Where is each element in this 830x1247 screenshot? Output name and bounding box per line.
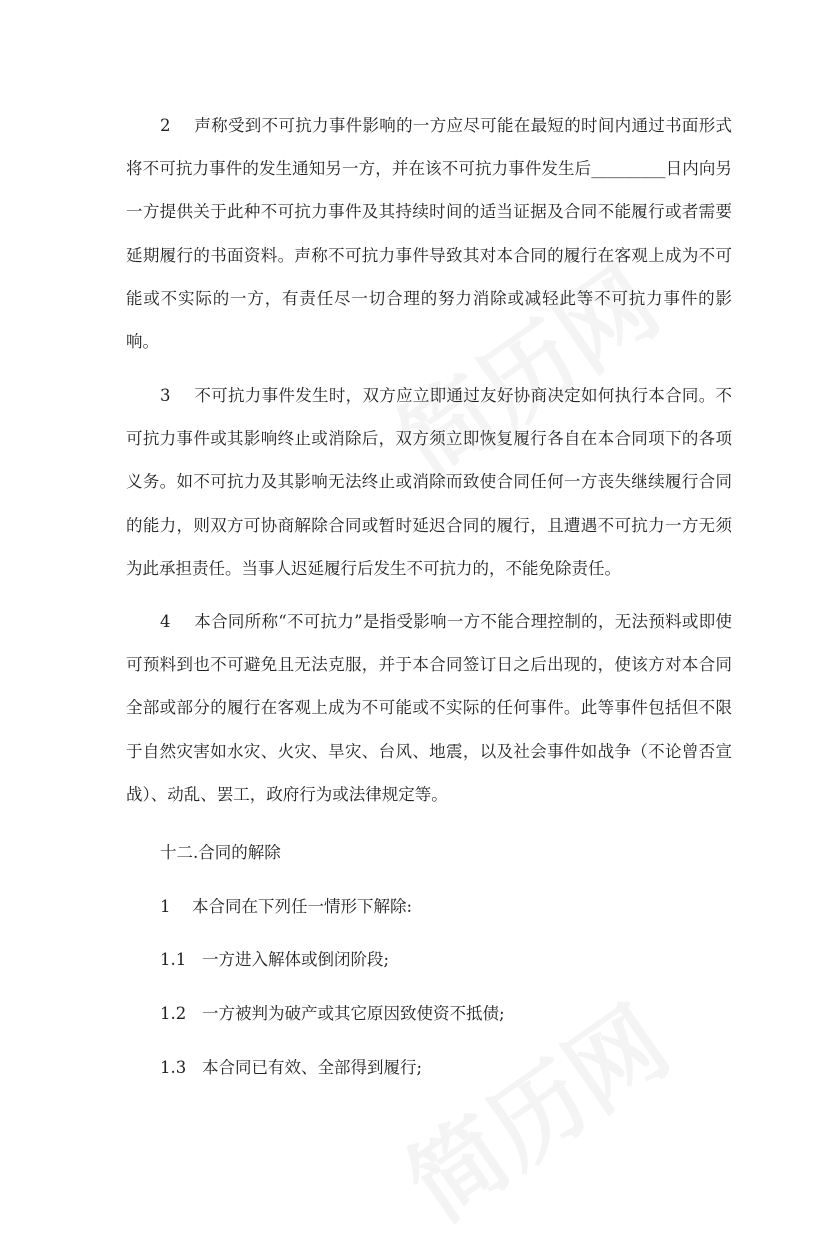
section-heading: 十二.合同的解除 [160, 843, 281, 862]
clause-text: 不可抗力事件发生时，双方应立即通过友好协商决定如何执行本合同。不可抗力事件或其影响终止或消除后，双方须立即恢复履行各自在本合同项下的各项义务。如不可抗力及其影响无法终止或消除而致使合同任何一方丧失继续履行合同的能力，则双方可协商解除合同或暂时延迟合同的履行，且遭遇不可抗力一方无须为此承担责任。当事人迟延履行后发生不可抗力的，不能免除责任。 [126, 386, 732, 578]
sub-clause-1-1 [160, 948, 389, 972]
clause-number: 1 [160, 897, 171, 916]
clause-number: 3 [160, 386, 171, 405]
sub-clause-text: 本合同已有效、全部得到履行; [202, 1058, 423, 1077]
sub-clause-number: 1.2 [160, 1004, 187, 1023]
clause-number: 4 [160, 612, 171, 631]
clause-text: 本合同在下列任一情形下解除: [192, 897, 413, 916]
sub-clause-text: 一方进入解体或倒闭阶段; [202, 950, 390, 969]
clause-text: 本合同所称“不可抗力”是指受影响一方不能合理控制的，无法预料或即使可预料到也不可避免且无法克服，并于本合同签订日之后出现的，使该方对本合同全部或部分的履行在客观上成为不可能或不实际的任何事件。此等事件包括但不限于自然灾害如水灾、火灾、旱灾、台风、地震，以及社会事件如战争（不论曾否宣战）、动乱、罢工，政府行为或法律规定等。 [126, 612, 732, 804]
sub-clause-number: 1.1 [160, 950, 187, 969]
paragraph-clause-3 [126, 374, 732, 590]
sub-clause-1-3 [160, 1056, 422, 1080]
paragraph-clause-2 [126, 104, 732, 363]
sub-clause-1-2 [160, 1002, 505, 1026]
clause-text: 声称受到不可抗力事件影响的一方应尽可能在最短的时间内通过书面形式将不可抗力事件的发生通知另一方，并在该不可抗力事件发生后_________日内向另一方提供关于此种不可抗力事件及其持续时间的适当证据及合同不能履行或者需要延期履行的书面资料。声称不可抗力事件导致其对本合同的履行在客观上成为不可能或不实际的一方，有责任尽一切合理的努力消除或减轻此等不可抗力事件的影响。 [126, 116, 732, 352]
sub-clause-text: 一方被判为破产或其它原因致使资不抵债; [202, 1004, 505, 1023]
sub-clause-number: 1.3 [160, 1058, 187, 1077]
clause-number: 2 [160, 116, 171, 135]
clause-1 [160, 895, 412, 919]
paragraph-clause-4 [126, 600, 732, 816]
